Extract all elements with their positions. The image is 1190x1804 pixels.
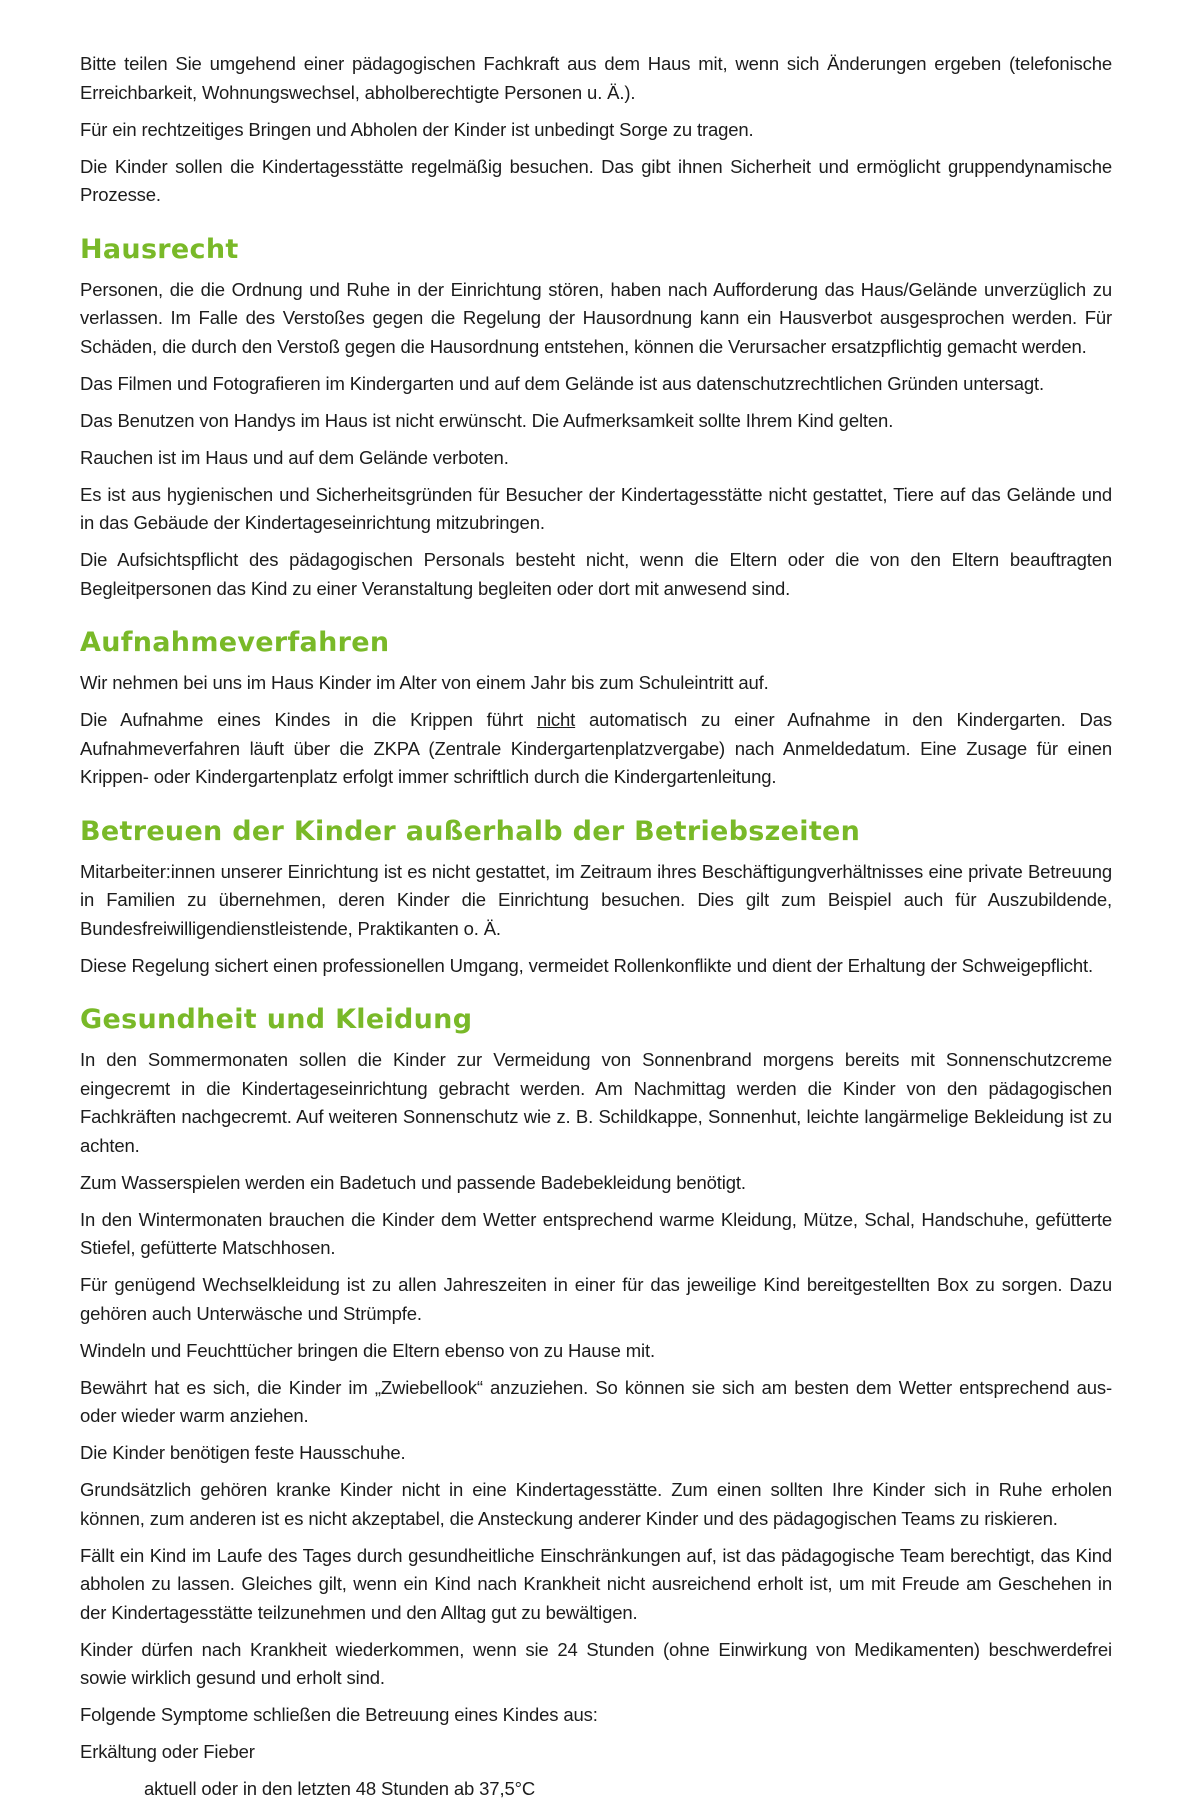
section-heading-aufnahmeverfahren: Aufnahmeverfahren [80,627,390,658]
body-paragraph: Die Kinder benötigen feste Hausschuhe. [80,1442,406,1463]
intro-paragraph: Bitte teilen Sie umgehend einer pädagogischen Fachkraft aus dem Haus mit, wenn sich Änderungen ergeben (telefonische Erreichbarkeit, Wohnungswechsel, abholberechtigte Personen u. Ä.). [80,53,1112,103]
body-paragraph: Kinder dürfen nach Krankheit wiederkommen, wenn sie 24 Stunden (ohne Einwirkung von Medikamenten) beschwerdefrei sowie wirklich gesund und erholt sind. [80,1638,1112,1688]
section-hausrecht [80,234,1112,604]
body-paragraph: Das Benutzen von Handys im Haus ist nicht erwünscht. Die Aufmerksamkeit sollte Ihrem Kind gelten. [80,409,894,431]
body-paragraph: Die Aufsichtspflicht des pädagogischen Personals besteht nicht, wenn die Eltern oder die von den Eltern beauftragten Begleitpersonen das Kind zu einer Veranstaltung begleiten oder dort mit anwesend sind. [80,549,1112,599]
body-paragraph: In den Sommermonaten sollen die Kinder zur Vermeidung von Sonnenbrand morgens bereits mit Sonnenschutzcreme eingecremt in die Kindertageseinrichtung gebracht werden. Am Nachmittag werden die Kinder von den pädagogischen Fachkräften nachgecremt. Auf weiteren Sonnenschutz wie z. B. Schildkappe, Sonnenhut, leichte langärmelige Bekleidung ist zu achten. [80,1049,1112,1156]
section-heading-betreuen-ausserhalb: Betreuen der Kinder außerhalb der Betriebszeiten [80,815,861,847]
body-paragraph: Diese Regelung sichert einen professionellen Umgang, vermeidet Rollenkonflikte und dient der Erhaltung der Schweigepflicht. [80,954,1094,976]
body-paragraph: Zum Wasserspielen werden ein Badetuch und passende Badebekleidung benötigt. [80,1171,746,1193]
underlined-word: nicht [536,709,576,730]
body-paragraph-with-underline [80,706,1112,792]
body-paragraph: Für genügend Wechselkleidung ist zu allen Jahreszeiten in einer für das jeweilige Kind bereitgestellten Box zu sorgen. Dazu gehören auch Unterwäsche und Strümpfe. [80,1274,1112,1324]
section-aufnahmeverfahren [80,627,1112,792]
body-paragraph: Es ist aus hygienischen und Sicherheitsgründen für Besucher der Kindertagesstätte nicht gestattet, Tiere auf das Gelände und in das Gebäude der Kindertageseinrichtung mitzubringen. [80,483,1112,533]
section-gesundheit-kleidung [80,1004,1112,1804]
body-paragraph: Wir nehmen bei uns im Haus Kinder im Alter von einem Jahr bis zum Schuleintritt auf. [80,672,769,693]
paragraph-text-before: Die Aufnahme eines Kindes in die Krippen führt [80,709,537,730]
body-paragraph: In den Wintermonaten brauchen die Kinder dem Wetter entsprechend warme Kleidung, Mütze, Schal, Handschuhe, gefütterte Stiefel, gefütterte Matschhosen. [80,1208,1112,1258]
paragraph-text-after: automatisch zu einer Aufnahme in den Kindergarten. Das Aufnahmeverfahren läuft über die ZKPA (Zentrale Kindergartenplatzvergabe) nach Anmeldedatum. Eine Zusage für einen Krippen- oder Kindergartenplatz erfolgt immer schriftlich durch die Kindergartenleitung. [80,709,1112,787]
intro-paragraph: Die Kinder sollen die Kindertagesstätte regelmäßig besuchen. Das gibt ihnen Sicherheit und ermöglicht gruppendynamische Prozesse. [80,155,1112,205]
body-paragraph: Mitarbeiter:innen unserer Einrichtung ist es nicht gestattet, im Zeitraum ihres Beschäftigungverhältnisses eine private Betreuung in Familien zu übernehmen, deren Kinder die Einrichtung besuchen. Dies gilt zum Beispiel auch für Auszubildende, Bundesfreiwilligendienstleistende, Praktikanten o. Ä. [80,860,1112,939]
body-paragraph: Personen, die die Ordnung und Ruhe in der Einrichtung stören, haben nach Aufforderung das Haus/Gelände unverzüglich zu verlassen. Im Falle des Verstoßes gegen die Regelung der Hausordnung kann ein Hausverbot ausgesprochen werden. Für Schäden, die durch den Verstoß gegen die Hausordnung entstehen, können die Verursacher ersatzpflichtig gemacht werden. [80,278,1112,357]
body-paragraph: Fällt ein Kind im Laufe des Tages durch gesundheitliche Einschränkungen auf, ist das pädagogische Team berechtigt, das Kind abholen zu lassen. Gleiches gilt, wenn ein Kind nach Krankheit nicht ausreichend erholt ist, um mit Freude am Geschehen in der Kindertagesstätte teilzunehmen und den Alltag gut zu bewältigen. [80,1544,1112,1623]
body-paragraph: Bewährt hat es sich, die Kinder im „Zwiebellook“ anzuziehen. So können sie sich am besten dem Wetter entsprechend aus- oder wieder warm anziehen. [80,1376,1112,1426]
section-heading-gesundheit-kleidung: Gesundheit und Kleidung [80,1004,473,1035]
section-heading-hausrecht: Hausrecht [80,233,239,265]
body-paragraph: Grundsätzlich gehören kranke Kinder nicht in eine Kindertagesstätte. Zum einen sollten Ihre Kinder sich in Ruhe erholen können, zum anderen ist es nicht akzeptabel, die Ansteckung anderer Kinder und des pädagogischen Teams zu riskieren. [80,1479,1112,1529]
intro-paragraph: Für ein rechtzeitiges Bringen und Abholen der Kinder ist unbedingt Sorge zu tragen. [80,118,754,140]
body-paragraph: Folgende Symptome schließen die Betreuung eines Kindes aus: [80,1704,598,1725]
symptom-item: Erkältung oder Fieber [80,1741,255,1762]
body-paragraph: Windeln und Feuchttücher bringen die Eltern ebenso von zu Hause mit. [80,1339,655,1361]
body-paragraph: Rauchen ist im Haus und auf dem Gelände verboten. [80,446,509,468]
body-paragraph: Das Filmen und Fotografieren im Kindergarten und auf dem Gelände ist aus datenschutzrechtlichen Gründen untersagt. [80,372,1044,394]
symptom-detail-indented: aktuell oder in den letzten 48 Stunden ab 37,5°C [144,1778,536,1799]
section-betreuen-ausserhalb [80,816,1112,981]
